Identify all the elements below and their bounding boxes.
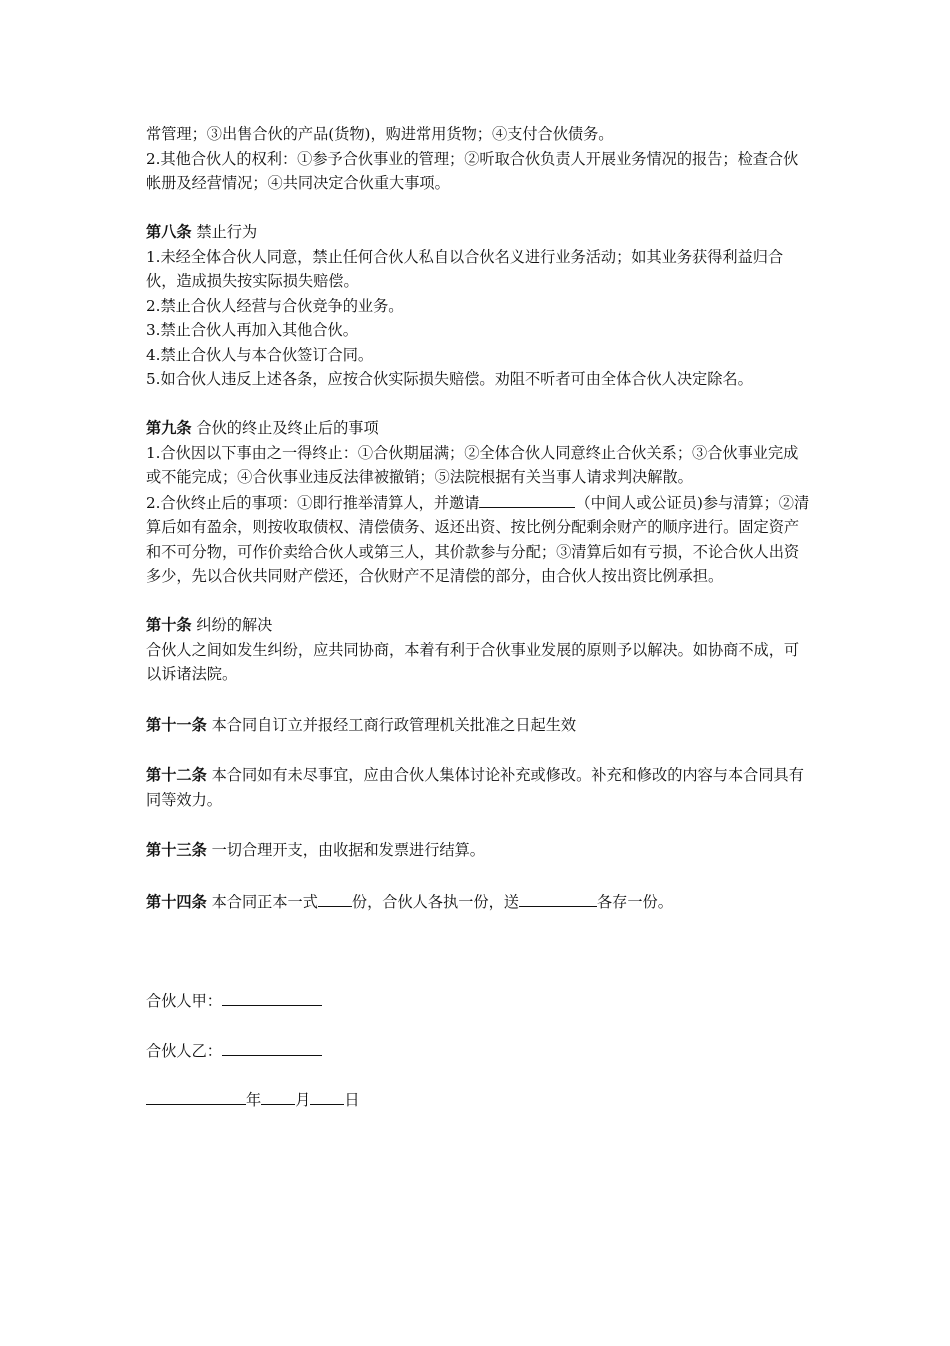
- article-12: [146, 763, 810, 812]
- article-14: [146, 889, 810, 915]
- day-blank: [310, 1087, 344, 1105]
- article-9-item-1: 1.合伙因以下事由之一得终止：①合伙期届满；②全体合伙人同意终止合伙关系；③合伙事业完成或不能完成；④合伙事业违反法律被撤销；⑤法院根据有关当事人请求判决解散。: [146, 443, 799, 486]
- article-8-title: 禁止行为: [191, 223, 258, 241]
- article-13-body: 一切合理开支，由收据和发票进行结算。: [206, 841, 485, 859]
- article-8-item-5: 5.如合伙人违反上述各条，应按合伙实际损失赔偿。劝阻不听者可由全体合伙人决定除名。: [146, 370, 753, 388]
- partner-b-label: 合伙人乙：: [146, 1041, 222, 1060]
- year-label: 年: [246, 1091, 262, 1109]
- article-12-body: 本合同如有未尽事宜，应由合伙人集体讨论补充或修改。补充和修改的内容与本合同具有同等效力。: [146, 766, 804, 809]
- article-8-item-1: 1.未经全体合伙人同意，禁止任何合伙人私自以合伙名义进行业务活动；如其业务获得利益归合伙，造成损失按实际损失赔偿。: [146, 247, 784, 290]
- article-11-body: 本合同自订立并报经工商行政管理机关批准之日起生效: [206, 715, 577, 734]
- article-14-number: 第十四条: [146, 892, 207, 911]
- recipient-blank: [519, 889, 597, 907]
- article-8-item-2: 2.禁止合伙人经营与合伙竞争的业务。: [146, 296, 404, 315]
- day-label: 日: [344, 1091, 360, 1109]
- article-14-part-3: 各存一份。: [596, 892, 673, 911]
- liquidator-blank: [479, 490, 575, 508]
- partner-a-blank: [222, 988, 322, 1006]
- year-blank: [146, 1087, 246, 1105]
- article-11: [146, 713, 810, 738]
- article-8-heading: [146, 220, 810, 245]
- month-label: 月: [295, 1091, 311, 1109]
- continuation-line: 常管理；③出售合伙的产品(货物)，购进常用货物；④支付合伙债务。: [146, 125, 614, 143]
- article-8-item-3: 3.禁止合伙人再加入其他合伙。: [146, 321, 358, 339]
- article-9-item-2: [146, 490, 810, 589]
- article-9-item-2-rest: （中间人或公证员)参与清算；②清算后如有盈余，则按收取债权、清偿债务、返还出资、按比例分配剩余财产的顺序进行。固定资产和不可分物，可作价卖给合伙人或第三人，其价款参与分配；③清算后如有亏损，不论合伙人出资多少，先以合伙共同财产偿还，合伙财产不足清偿的部分，由合伙人按出资比例承担。: [146, 493, 810, 585]
- article-13: [146, 838, 810, 863]
- article-13-number: 第十三条: [146, 841, 207, 859]
- article-10-heading: [146, 613, 810, 638]
- partner-b-signature: [146, 1038, 810, 1064]
- article-14-part-2: 份，合伙人各执一份，送: [351, 892, 519, 911]
- article-8-number: 第八条: [146, 223, 192, 241]
- partner-a-label: 合伙人甲：: [146, 992, 222, 1010]
- partner-b-blank: [222, 1038, 322, 1056]
- partner-a-signature: [146, 988, 810, 1014]
- article-11-number: 第十一条: [146, 715, 207, 734]
- article-9-number: 第九条: [146, 419, 192, 437]
- signing-date: [146, 1087, 810, 1113]
- article-8-item-4: 4.禁止合伙人与本合伙签订合同。: [146, 345, 374, 364]
- article-10-body: 合伙人之间如发生纠纷，应共同协商，本着有利于合伙事业发展的原则予以解决。如协商不成，可以诉诸法院。: [146, 640, 800, 683]
- article-14-part-1: 本合同正本一式: [206, 892, 318, 911]
- month-blank: [261, 1087, 295, 1105]
- other-partners-rights: 2.其他合伙人的权利：①参予合伙事业的管理；②听取合伙负责人开展业务情况的报告；检查合伙帐册及经营情况；④共同决定合伙重大事项。: [146, 149, 799, 192]
- copies-count-blank: [318, 889, 352, 907]
- article-10-title: 纠纷的解决: [191, 616, 273, 634]
- article-9-title: 合伙的终止及终止后的事项: [191, 419, 379, 437]
- article-9-item-2-start: 2.合伙终止后的事项：①即行推举清算人，并邀请: [146, 493, 480, 512]
- article-9-heading: [146, 416, 810, 441]
- article-10-number: 第十条: [146, 616, 192, 634]
- article-12-number: 第十二条: [146, 766, 207, 784]
- contract-page: [146, 122, 810, 1113]
